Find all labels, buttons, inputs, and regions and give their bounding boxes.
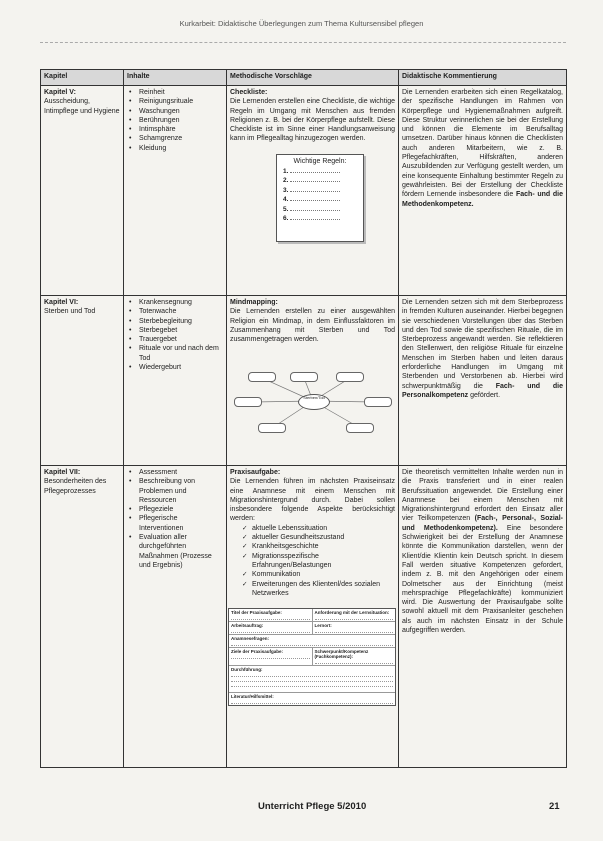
list-item: • Pflegerische Interventionen xyxy=(127,514,223,533)
comment-end: gefördert. xyxy=(470,391,501,399)
form-label: Anamnesefragen: xyxy=(231,636,270,642)
list-item: • Reinigungsrituale xyxy=(127,97,223,106)
table-row xyxy=(41,86,567,296)
form-label: Durchführung: xyxy=(231,667,263,673)
method-title: Praxisaufgabe: xyxy=(230,469,281,476)
contents-cell xyxy=(124,86,227,296)
chapter-cell xyxy=(41,86,124,296)
contents-cell xyxy=(124,466,227,768)
running-header: Kurkarbeit: Didaktische Überlegungen zum Thema Kultursensibel pflegen xyxy=(179,19,424,28)
mindmap-node xyxy=(346,423,374,433)
mindmap-node xyxy=(258,423,286,433)
table-row xyxy=(41,296,567,466)
list-item: • Evaluation aller durchgeführten Maßnahmen (Prozesse und Ergebnis) xyxy=(127,533,223,570)
comment-end: Eine besondere Schwierigkeit bei der Erstellung der Anamnese könnte die Kommunikation darstellen, wenn der Klient/die Klientin kein Deutsch spricht. In diesem Fall werden situative Kompetenzen gefordert, indem z. B. mit den Angehörigen oder einem Dolmetscher aus der Einrichtung (meist mehrsprachige Pflegefachkräfte) kommuniziert wird. Die Auswertung der Praxisaufgabe sollte sowohl aktuell mit dem Praxisanleiter geschehen als auch im nächsten Einsatz in der Schule aufgegriffen werden. xyxy=(402,524,563,635)
column-header: Didaktische Kommentierung xyxy=(399,70,567,86)
comment-bold: (Fach-, Personal-, Sozial- und Methodenkompetenz). xyxy=(402,515,563,532)
chapter-text: Sterben und Tod xyxy=(44,308,96,316)
list-item: • Assessment xyxy=(127,468,223,477)
comment-text: Die Lernenden setzen sich mit dem Sterbeprozess in fremden Kulturen auseinander. Hierbei begegnen sie verschiedenen Vorstellungen über das Sterben und den Tod sowie die spezifischen Rituale, die im Sterbeprozess angewandt werden. Sie reflektieren den Stellenwert, den religiöse Rituale für einzelne Menschen im Sterben haben und leiten daraus erforderliche Handlungen im Umgang mit Sterbenden und Verstorbenen ab. Hierbei wird schwerpunktmäßig die xyxy=(402,299,563,390)
form-label: Titel der Praxisaufgabe: xyxy=(231,610,282,616)
list-item: • Sterbebegleitung xyxy=(127,317,223,326)
list-item: • Trauergebet xyxy=(127,335,223,344)
note-number: 4. xyxy=(283,196,289,204)
checklist-illustration xyxy=(276,154,364,242)
list-item: • Krankensegnung xyxy=(127,298,223,307)
list-item: • Wiedergeburt xyxy=(127,363,223,372)
mindmap-node xyxy=(248,372,276,382)
chapter-cell xyxy=(41,466,124,768)
comment-bold: Fach- und die Methodenkompetenz. xyxy=(402,191,564,208)
column-header: Methodische Vorschläge xyxy=(227,70,399,86)
column-header: Inhalte xyxy=(124,70,227,86)
chapter-cell xyxy=(41,296,124,466)
list-item: • Reinheit xyxy=(127,88,223,97)
note-number: 3. xyxy=(283,186,289,194)
form-label: Arbeitsauftrag: xyxy=(231,623,264,629)
column-header: Kapitel xyxy=(41,70,124,86)
note-number: 5. xyxy=(283,205,289,213)
list-item: • Pflegeziele xyxy=(127,505,223,514)
form-label: Ziele der Praxisaufgabe: xyxy=(231,649,284,655)
form-label: Schwerpunkt/Kompetenz (Fachkompetenz): xyxy=(314,649,369,660)
chapter-title: Kapitel V: xyxy=(44,89,76,96)
form-label: Anforderung mit der Lernsituation: xyxy=(314,610,390,616)
chapter-text: Besonderheiten des Pflegeprozesses xyxy=(44,478,107,495)
method-title: Mindmapping: xyxy=(230,299,278,306)
table-header-row xyxy=(41,70,567,86)
task-form-illustration xyxy=(228,608,396,706)
check-item: ✓ Migrationsspezifische Erfahrungen/Belastungen xyxy=(242,552,395,571)
note-number: 2. xyxy=(283,177,289,185)
table-row xyxy=(41,466,567,768)
mindmap-node xyxy=(234,397,262,407)
method-text: Die Lernenden erstellen eine Checkliste, die wichtige Regeln im Umgang mit Menschen aus fremden Religionen z. B. bei der Körperpflege aufstellt. Diese Checkliste ist im Sinne einer Handlungsanweisung kann im Pflegealltag hinzugezogen werden. xyxy=(230,98,395,143)
list-item: • Berührungen xyxy=(127,116,223,125)
list-item: • Schamgrenze xyxy=(127,134,223,143)
note-number: 1. xyxy=(283,168,289,176)
list-item: • Totenwache xyxy=(127,307,223,316)
method-cell xyxy=(227,86,399,296)
comment-text: Die Lernenden erarbeiten sich einen Regelkatalog, der spezifische Handlungen im Rahmen von Körperpflege und Hygienemaßnahmen aufgreift. Diese Struktur verinnerlichen sie bei der Erstellung und können die Elemente im Berufsalltag umsetzen. Darüber hinaus können die Checklisten auch anderen Mitarbeitern, wie z. B. Pflegefachkräften, Hilfskräften, anderen Auszubildenden zur Verfügung gestellt werden, um eine konsequente Einhaltung bestimmter Regeln zu gewährleisten. Bei der Erstellung der Checkliste fördern Lernende insbesondere die xyxy=(402,89,563,199)
list-item: • Sterbegebet xyxy=(127,326,223,335)
contents-cell xyxy=(124,296,227,466)
method-cell xyxy=(227,296,399,466)
chapter-title: Kapitel VII: xyxy=(44,469,81,476)
list-item: • Beschreibung von Problemen und Ressourcen xyxy=(127,477,223,505)
mindmap-node xyxy=(290,372,318,382)
chapter-title: Kapitel VI: xyxy=(44,299,79,306)
checklist-illustration-title: Wichtige Regeln: xyxy=(293,157,347,165)
comment-bold: Fach- und die Personalkompetenz xyxy=(402,382,564,399)
chapter-text: Ausscheidung, Intimpflege und Hygiene xyxy=(44,98,120,115)
comment-text: Die theoretisch vermittelten Inhalte werden nun in die Praxis transferiert und in einer realen Berufssituation angewendet. Die Erstellung einer Anamnese bei einem Menschen mit Migrationshintergrund erfordert den Einsatz aller vier Teilkompetenzen xyxy=(402,469,563,523)
comment-cell xyxy=(399,296,567,466)
check-item: ✓ Krankheitsgeschichte xyxy=(242,542,395,551)
method-cell xyxy=(227,466,399,768)
check-item: ✓ Kommunikation xyxy=(242,570,395,579)
list-item: • Intimsphäre xyxy=(127,125,223,134)
page-number: 21 xyxy=(549,801,560,812)
method-title: Checkliste: xyxy=(230,89,268,96)
didactics-table xyxy=(40,69,567,768)
comment-cell xyxy=(399,86,567,296)
comment-cell xyxy=(399,466,567,768)
mindmap-illustration xyxy=(232,370,396,436)
form-label: Lernort: xyxy=(314,623,332,629)
mindmap-node xyxy=(364,397,392,407)
check-item: ✓ Erweiterungen des Klientenl/des sozialen Netzwerkes xyxy=(242,580,395,599)
list-item: • Rituale vor und nach dem Tod xyxy=(127,344,223,363)
check-item: ✓ aktuelle Lebenssituation xyxy=(242,524,395,533)
mindmap-center: Sterben/Tod xyxy=(298,394,330,410)
check-item: ✓ aktueller Gesundheitszustand xyxy=(242,533,395,542)
method-text: Die Lernenden führen im nächsten Praxiseinsatz eine Anamnese mit einem Menschen mit Migrationshintergrund durch. Dabei sollen insbesondere folgende Aspekte berücksichtigt werden: xyxy=(230,478,395,523)
header-rule xyxy=(40,42,566,43)
form-label: Literatur/Hilfsmittel: xyxy=(231,694,274,700)
note-number: 6. xyxy=(283,215,289,223)
journal-footer: Unterricht Pflege 5/2010 xyxy=(258,801,367,812)
list-item: • Waschungen xyxy=(127,107,223,116)
list-item: • Kleidung xyxy=(127,144,223,153)
mindmap-node xyxy=(336,372,364,382)
method-text: Die Lernenden erstellen zu einer ausgewählten Religion ein Mindmap, in dem Einflussfaktoren im Zusammenhang mit Sterben und Tod zusammengetragen werden. xyxy=(230,308,395,344)
